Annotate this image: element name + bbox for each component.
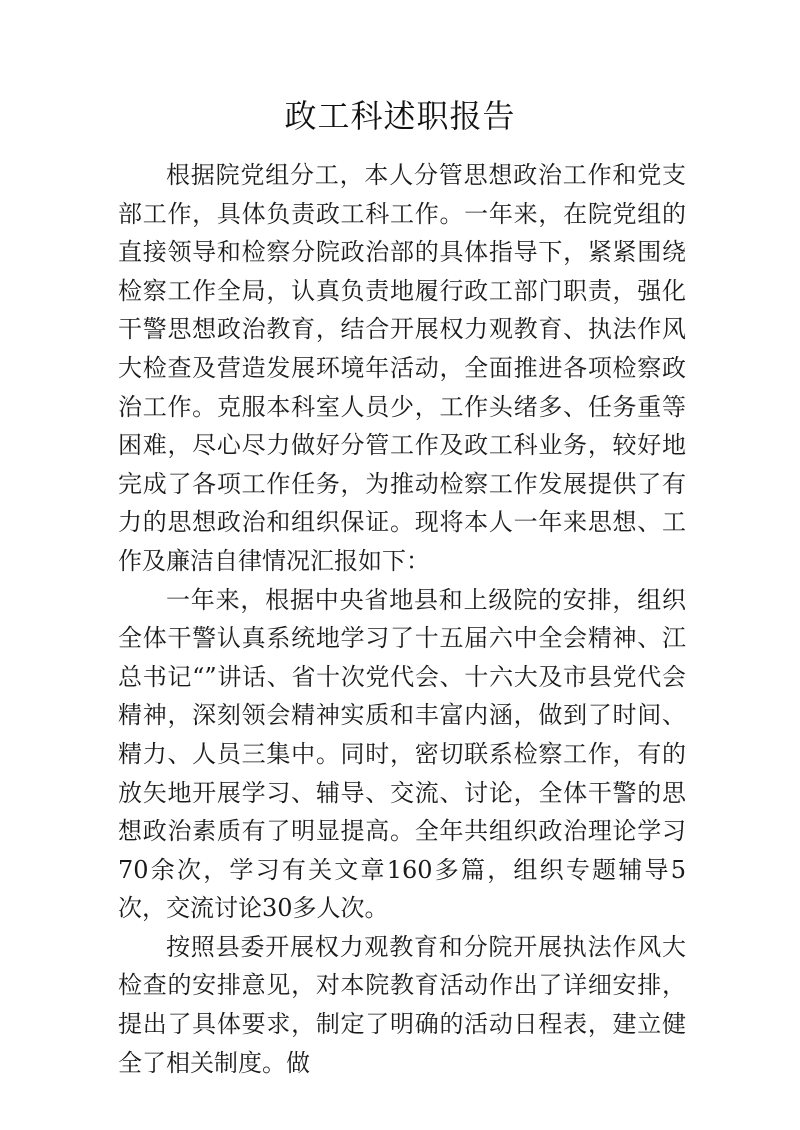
paragraph-1: 根据院党组分工，本人分管思想政治工作和党支部工作，具体负责政工科工作。一年来，在院党组的直接领导和检察分院政治部的具体指导下，紧紧围绕检察工作全局，认真负责地履行政工部门职责，强化干警思想政治教育，结合开展权力观教育、执法作风大检查及营造发展环境年活动，全面推进各项检察政治工作。克服本科室人员少，工作头绪多、任务重等困难，尽心尽力做好分管工作及政工科业务，较好地完成了各项工作任务，为推动检察工作发展提供了有力的思想政治和组织保证。现将本人一年来思想、工作及廉洁自律情况汇报如下：: [118, 161, 686, 575]
document-title: 政工科述职报告: [284, 97, 516, 135]
document-body: [118, 156, 686, 1082]
paragraph-3: 按照县委开展权力观教育和分院开展执法作风大检查的安排意见，对本院教育活动作出了详细安排，提出了具体要求，制定了明确的活动日程表，建立健全了相关制度。做: [118, 932, 686, 1077]
paragraph-2: 一年来，根据中央省地县和上级院的安排，组织全体干警认真系统地学习了十五届六中全会精神、江总书记“”讲话、省十次党代会、十六大及市县党代会精神，深刻领会精神实质和丰富内涵，做到了时间、精力、人员三集中。同时，密切联系检察工作，有的放矢地开展学习、辅导、交流、讨论，全体干警的思想政治素质有了明显提高。全年共组织政治理论学习70余次，学习有关文章160多篇，组织专题辅导5次，交流讨论30多人次。: [118, 585, 686, 923]
